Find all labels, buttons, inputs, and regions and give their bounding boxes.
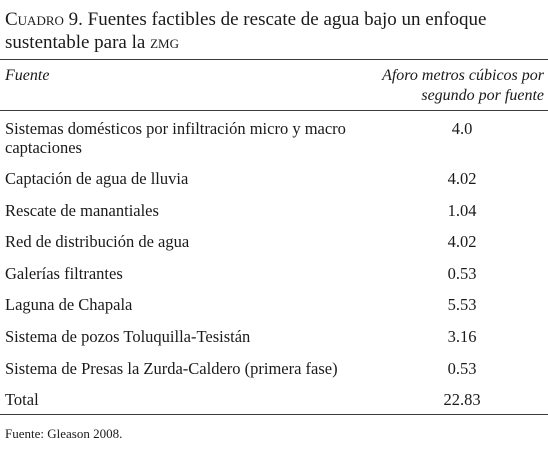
caption-text: Fuentes factibles de rescate de agua bajo un enfoque sustentable para la: [5, 9, 487, 53]
row-aforo: 3.16: [447, 327, 477, 346]
row-fuente: Sistema de pozos Toluquilla-Tesistán: [5, 327, 251, 346]
row-fuente: Captación de agua de lluvia: [5, 169, 189, 188]
table-header-rule: [0, 110, 548, 111]
source-note: Fuente: Gleason 2008.: [5, 426, 123, 441]
table-caption: [5, 8, 540, 54]
row-fuente: Total: [5, 390, 39, 409]
row-fuente: Rescate de manantiales: [5, 201, 159, 220]
row-aforo: 4.02: [447, 169, 477, 188]
caption-acronym: zmg: [150, 32, 179, 53]
row-aforo: 5.53: [447, 295, 477, 314]
row-aforo: 4.02: [447, 232, 477, 251]
row-aforo: 0.53: [447, 264, 477, 283]
table-bottom-rule: [0, 414, 548, 415]
table-top-rule: [0, 59, 548, 60]
row-aforo: 0.53: [447, 359, 477, 378]
column-header-aforo: Aforo metros cúbicos por segundo por fuente: [382, 67, 544, 104]
row-aforo: 1.04: [447, 201, 477, 220]
row-aforo: 4.0: [451, 119, 473, 138]
row-aforo: 22.83: [443, 390, 481, 409]
caption-label: Cuadro 9.: [5, 9, 83, 30]
row-fuente: Red de distribución de agua: [5, 232, 190, 251]
row-fuente: Galerías filtrantes: [5, 264, 123, 283]
row-fuente: Sistemas domésticos por infiltración micro y macro captaciones: [5, 119, 346, 157]
row-fuente: Sistema de Presas la Zurda-Caldero (primera fase): [5, 359, 338, 378]
row-fuente: Laguna de Chapala: [5, 295, 133, 314]
column-header-fuente: Fuente: [5, 67, 50, 84]
